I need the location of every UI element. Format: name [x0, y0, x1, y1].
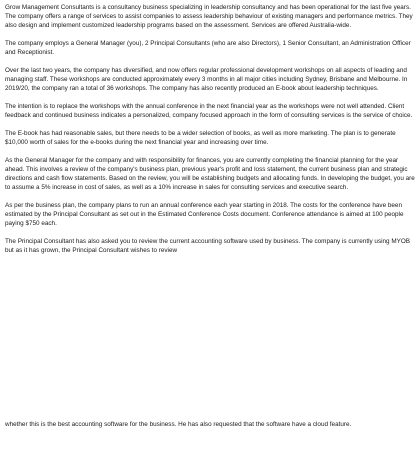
page-break — [0, 410, 419, 419]
paragraph-accounting-software: The Principal Consultant has also asked you to review the current accounting software used by business. The company is currently using MYOB but as it has grown, the Principal Consultant wishes to review — [5, 238, 411, 255]
document-body — [5, 3, 415, 264]
paragraph-company-overview: Grow Management Consultants is a consultancy business specializing in leadership consultancy and has been operational for the last five years. The company offers a range of services to assist companies to assess leadership behaviour of existing managers and performance metrics. They also design and implement customized leadership programs based on the assessment. Services are offered Australia-wide. — [5, 4, 413, 30]
paragraph-staff: The company employs a General Manager (you), 2 Principal Consultants (who are also Directors), 1 Senior Consultant, an Administration Officer and Receptionist. — [5, 40, 411, 57]
paragraph-financial-planning: As the General Manager for the company and with responsibility for finances, you are currently completing the financial planning for the year ahead. This involves a review of the company's business plan, previous year's profit and loss statement, the current business plan and strategic directions and cash flow statements. Based on the review, you will be establishing budgets and allocating funds. In developing the budget, you are to assume a 5% increase in cost of sales, as well as a 10% increase in sales for consulting services and executive search. — [5, 157, 415, 192]
paragraph-workshops: Over the last two years, the company has diversified, and now offers regular professional development workshops on all aspects of leading and managing staff. These workshops are conducted approximately every 3 months in all major cities including Sydney, Brisbane and Melbourne. In 2019/20, the company ran a total of 36 workshops. The company has also recently produced an E-book about leadership techniques. — [5, 67, 408, 93]
paragraph-conference-intention: The intention is to replace the workshops with the annual conference in the next financial year as the workshops were not well attended. Client feedback and continued business indicates a personalized, company focused approach in the form of consulting services is the service of choice. — [5, 103, 413, 120]
paragraph-continuation: whether this is the best accounting software for the business. He has also requested that the software have a cloud feature. — [5, 421, 352, 428]
document-continuation — [5, 420, 415, 429]
paragraph-ebook: The E-book has had reasonable sales, but there needs to be a wider selection of books, as well as more marketing. The plan is to generate $10,000 worth of sales for the e-books during the next financial year and increasing over time. — [5, 130, 396, 147]
paragraph-annual-conference: As per the business plan, the company plans to run an annual conference each year starting in 2018. The costs for the conference have been estimated by the Principal Consultant as set out in the Estimated Conference Costs document. Conference attendance is aimed at 100 people paying $750 each. — [5, 202, 404, 228]
